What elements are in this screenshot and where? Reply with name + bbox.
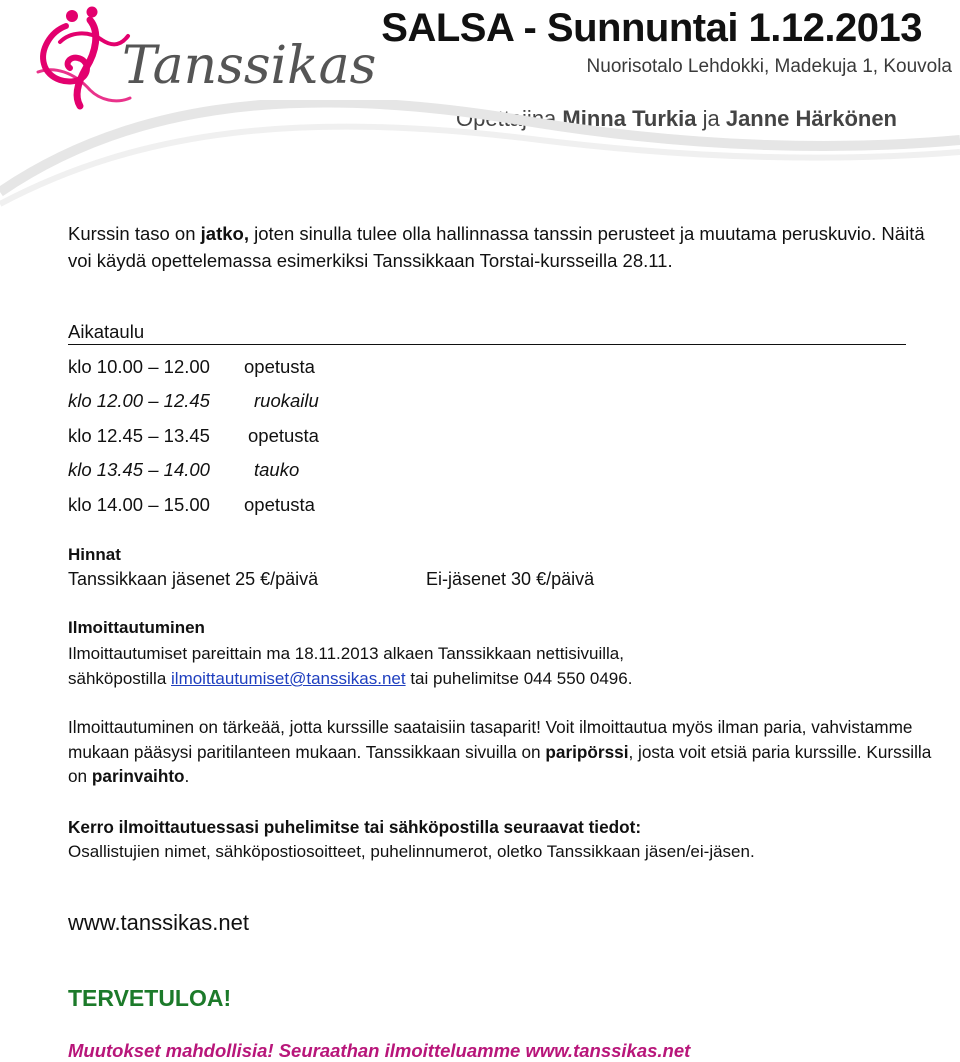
schedule-divider xyxy=(68,344,906,345)
schedule-time: klo 13.45 – 14.00 xyxy=(68,459,210,480)
note-text-1: Ilmoittautuminen on tärkeää, jotta kurssille saataisiin tasaparit! Voit ilmoittautua myös ilman paria, vahvistamme mukaan pääsysi paritilanteen mukaan. Tanssikkaan sivuilla on xyxy=(68,717,913,762)
teacher-2: Janne Härkönen xyxy=(725,106,897,131)
event-title: SALSA - Sunnuntai 1.12.2013 xyxy=(381,6,922,50)
registration-line-2 xyxy=(68,669,632,689)
info-heading: Kerro ilmoittautuessasi puhelimitse tai sähköpostilla seuraavat tiedot: xyxy=(68,817,642,837)
schedule-activity: opetusta xyxy=(244,494,315,515)
info-text: Osallistujien nimet, sähköpostiosoitteet, puhelinnumerot, oletko Tanssikkaan jäsen/ei-jäsen. xyxy=(68,842,755,861)
course-level: jatko, xyxy=(200,223,249,244)
schedule-row xyxy=(68,494,315,516)
price-members: Tanssikkaan jäsenet 25 €/päivä xyxy=(68,569,319,589)
intro-prefix: Kurssin taso on xyxy=(68,223,201,244)
schedule-row xyxy=(68,356,315,378)
note-parinvaihto: parinvaihto xyxy=(91,766,185,786)
intro-paragraph xyxy=(68,220,953,274)
schedule-activity: ruokailu xyxy=(254,390,319,411)
decorative-swoosh xyxy=(0,100,960,210)
price-non-members: Ei-jäsenet 30 €/päivä xyxy=(426,569,595,589)
schedule-activity: opetusta xyxy=(244,356,315,377)
schedule-row xyxy=(68,459,299,481)
schedule-activity: tauko xyxy=(254,459,300,480)
event-venue: Nuorisotalo Lehdokki, Madekuja 1, Kouvola xyxy=(586,56,952,77)
schedule-time: klo 12.00 – 12.45 xyxy=(68,390,210,411)
schedule-heading: Aikataulu xyxy=(68,321,145,342)
schedule-activity: opetusta xyxy=(248,425,319,446)
schedule-time: klo 14.00 – 15.00 xyxy=(68,494,210,515)
teachers-prefix: Opettajina xyxy=(456,106,563,131)
schedule-time: klo 12.45 – 13.45 xyxy=(68,425,210,446)
registration-phone: tai puhelimitse 044 550 0496. xyxy=(405,669,633,688)
registration-line-1: Ilmoittautumiset pareittain ma 18.11.2013 alkaen Tanssikkaan nettisivuilla, xyxy=(68,644,624,663)
logo-wordmark: Tanssikas xyxy=(122,36,377,96)
welcome-text: TERVETULOA! xyxy=(68,985,232,1011)
teacher-1: Minna Turkia xyxy=(562,106,697,131)
website-link[interactable]: www.tanssikas.net xyxy=(68,910,249,935)
schedule-row xyxy=(68,425,319,447)
note-text-3: . xyxy=(184,766,190,786)
schedule-time: klo 10.00 – 12.00 xyxy=(68,356,210,377)
note-paripörssi: paripörssi xyxy=(545,741,629,762)
registration-email-prefix: sähköpostilla xyxy=(68,669,172,688)
intro-rest: joten sinulla tulee olla hallinnassa tanssin perusteet ja muutama peruskuvio. Näitä voi käydä opettelemassa esimerkiksi Tanssikkaan Torstai-kursseilla 28.11. xyxy=(68,223,925,271)
note-text-2: , josta voit etsiä paria kurssille. Kurssilla on xyxy=(68,741,932,786)
registration-note xyxy=(68,715,948,789)
teachers-and: ja xyxy=(696,106,726,131)
footer-notice: Muutokset mahdollisia! Seuraathan ilmoitteluamme www.tanssikas.net xyxy=(68,1040,691,1061)
schedule-row xyxy=(68,390,319,412)
registration-heading: Ilmoittautuminen xyxy=(68,618,205,637)
prices-heading: Hinnat xyxy=(68,545,121,564)
registration-email-link[interactable]: ilmoittautumiset@tanssikas.net xyxy=(171,669,406,688)
